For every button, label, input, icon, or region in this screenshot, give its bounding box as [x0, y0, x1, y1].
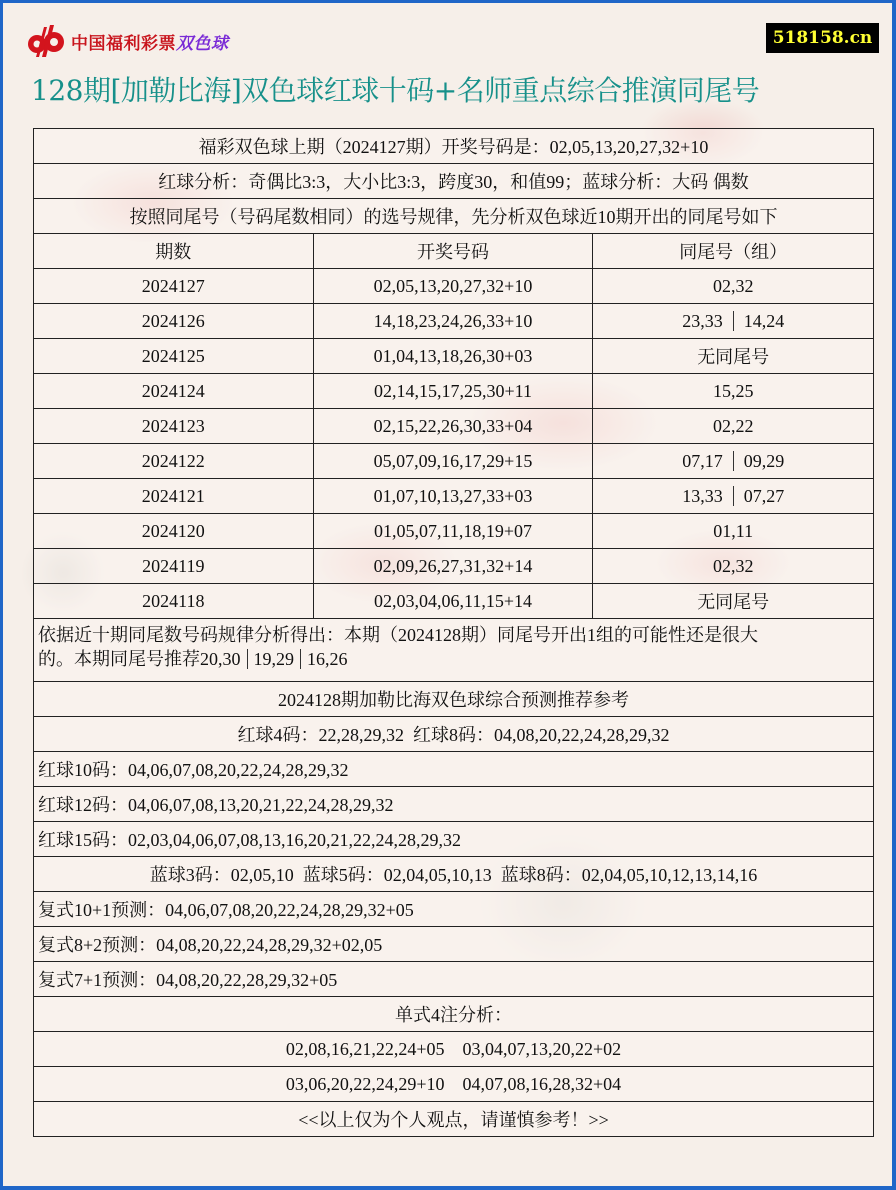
period: 2024124 — [34, 374, 314, 409]
draw-numbers: 02,15,22,26,30,33+04 — [313, 409, 593, 444]
same-tail — [593, 479, 874, 514]
page-title: 128期[加勒比海]双色球红球十码+名师重点综合推演同尾号 — [31, 74, 760, 107]
same-tail-group: 23,33 — [682, 310, 723, 331]
same-tail — [593, 304, 874, 339]
separator — [733, 486, 734, 506]
red-15-codes: 红球15码：02,03,04,06,07,08,13,16,20,21,22,24,28,29,32 — [34, 822, 874, 857]
red-12-codes: 红球12码：04,06,07,08,13,20,21,22,24,28,29,32 — [34, 787, 874, 822]
conclusion-line: 依据近十期同尾数号码规律分析得出：本期（2024128期）同尾号开出1组的可能性还是很大 — [38, 625, 758, 645]
draw-numbers: 02,05,13,20,27,32+10 — [313, 269, 593, 304]
draw-numbers: 02,14,15,17,25,30+11 — [313, 374, 593, 409]
logo-ssq: 双色球 — [176, 33, 229, 54]
same-tail: 15,25 — [593, 374, 874, 409]
single-bets-title: 单式4注分析： — [34, 997, 874, 1032]
same-tail-group: 13,33 — [682, 485, 723, 506]
period: 2024123 — [34, 409, 314, 444]
same-tail: 01,11 — [593, 514, 874, 549]
same-tail: 02,32 — [593, 549, 874, 584]
same-tail-group: 07,27 — [743, 485, 785, 506]
recommend-group: 16,26 — [307, 649, 348, 669]
header-same-tail: 同尾号（组） — [593, 234, 874, 269]
table-row — [34, 444, 874, 479]
compound-7-1: 复式7+1预测：04,08,20,22,28,29,32+05 — [34, 962, 874, 997]
same-tail-intro: 按照同尾号（号码尾数相同）的选号规律，先分析双色球近10期开出的同尾号如下 — [34, 199, 874, 234]
header-numbers: 开奖号码 — [313, 234, 593, 269]
same-tail-group: 09,29 — [743, 450, 785, 471]
forecast-title: 2024128期加勒比海双色球综合预测推荐参考 — [34, 682, 874, 717]
table-row — [34, 479, 874, 514]
separator — [733, 451, 734, 471]
separator — [247, 649, 248, 669]
recommend-group: 19,29 — [253, 649, 294, 669]
disclaimer: <<以上仅为个人观点，请谨慎参考！>> — [34, 1102, 874, 1137]
period: 2024125 — [34, 339, 314, 374]
red-10-codes: 红球10码：04,06,07,08,20,22,24,28,29,32 — [34, 752, 874, 787]
same-tail-conclusion — [34, 619, 874, 682]
period: 2024122 — [34, 444, 314, 479]
site-badge[interactable]: 518158.cn — [766, 23, 879, 53]
same-tail-group: 14,24 — [743, 310, 785, 331]
same-tail — [593, 444, 874, 479]
period: 2024119 — [34, 549, 314, 584]
same-tail-group: 07,17 — [682, 450, 723, 471]
table-row — [34, 409, 874, 444]
period: 2024126 — [34, 304, 314, 339]
same-tail: 02,22 — [593, 409, 874, 444]
cwl-logo-icon — [23, 23, 69, 59]
table-row — [34, 584, 874, 619]
red-4-8-codes: 红球4码：22,28,29,32 红球8码：04,08,20,22,24,28,29,32 — [34, 717, 874, 752]
analysis-table — [33, 128, 874, 1137]
separator — [300, 649, 301, 669]
table-row — [34, 514, 874, 549]
welfare-lottery-logo — [23, 23, 229, 59]
logo-org-name: 中国福利彩票 — [71, 33, 176, 54]
draw-numbers: 01,07,10,13,27,33+03 — [313, 479, 593, 514]
compound-8-2: 复式8+2预测：04,08,20,22,24,28,29,32+02,05 — [34, 927, 874, 962]
draw-numbers: 02,03,04,06,11,15+14 — [313, 584, 593, 619]
period: 2024121 — [34, 479, 314, 514]
table-header-row — [34, 234, 874, 269]
draw-numbers: 01,04,13,18,26,30+03 — [313, 339, 593, 374]
single-bets-row: 02,08,16,21,22,24+05 03,04,07,13,20,22+02 — [34, 1032, 874, 1067]
draw-numbers: 01,05,07,11,18,19+07 — [313, 514, 593, 549]
period: 2024120 — [34, 514, 314, 549]
blue-codes: 蓝球3码：02,05,10 蓝球5码：02,04,05,10,13 蓝球8码：02,04,05,10,12,13,14,16 — [34, 857, 874, 892]
table-row — [34, 269, 874, 304]
table-row — [34, 549, 874, 584]
same-tail: 无同尾号 — [593, 339, 874, 374]
table-row — [34, 304, 874, 339]
draw-numbers: 02,09,26,27,31,32+14 — [313, 549, 593, 584]
draw-numbers: 05,07,09,16,17,29+15 — [313, 444, 593, 479]
logo-text — [71, 29, 229, 54]
conclusion-recommend: 的。本期同尾号推荐20,30 — [38, 649, 241, 669]
ball-analysis: 红球分析：奇偶比3:3，大小比3:3，跨度30，和值99；蓝球分析：大码 偶数 — [34, 164, 874, 199]
table-row — [34, 339, 874, 374]
single-bets-row: 03,06,20,22,24,29+10 04,07,08,16,28,32+04 — [34, 1067, 874, 1102]
same-tail: 无同尾号 — [593, 584, 874, 619]
draw-numbers: 14,18,23,24,26,33+10 — [313, 304, 593, 339]
last-draw: 福彩双色球上期（2024127期）开奖号码是：02,05,13,20,27,32+10 — [34, 129, 874, 164]
compound-10-1: 复式10+1预测：04,06,07,08,20,22,24,28,29,32+05 — [34, 892, 874, 927]
table-row — [34, 374, 874, 409]
same-tail: 02,32 — [593, 269, 874, 304]
period: 2024127 — [34, 269, 314, 304]
separator — [733, 311, 734, 331]
header-period: 期数 — [34, 234, 314, 269]
period: 2024118 — [34, 584, 314, 619]
